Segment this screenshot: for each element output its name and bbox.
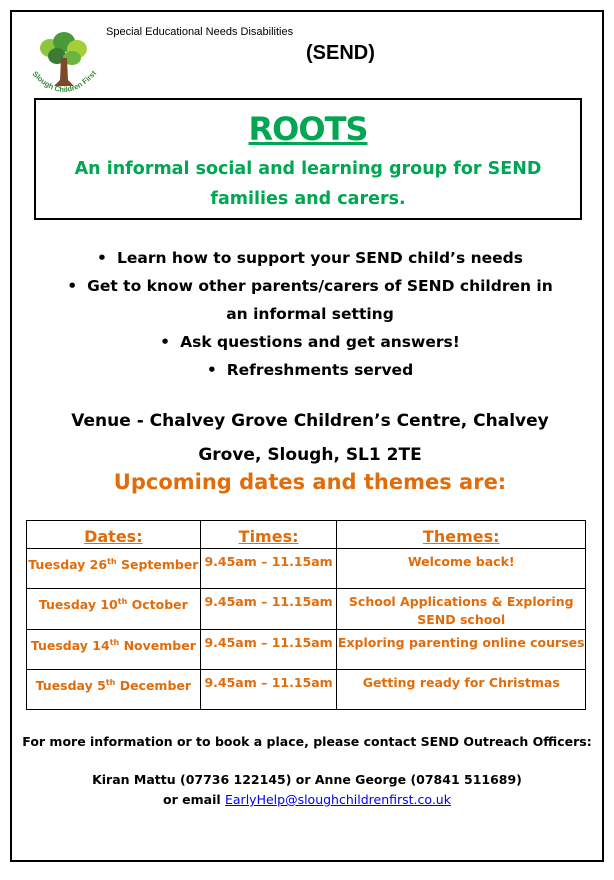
date-cell: Tuesday 10th October <box>27 589 201 630</box>
schedule-table <box>26 520 586 710</box>
upcoming-heading: Upcoming dates and themes are: <box>113 470 507 494</box>
theme-cell: School Applications & Exploring SEND school <box>337 589 586 630</box>
benefit-item: • Refreshments served <box>60 356 560 384</box>
time-cell: 9.45am – 11.15am <box>200 670 337 710</box>
time-cell: 9.45am – 11.15am <box>200 549 337 589</box>
date-cell: Tuesday 26th September <box>27 549 201 589</box>
header-times: Times: <box>200 521 337 549</box>
theme-cell: Welcome back! <box>337 549 586 589</box>
venue-text: Venue - Chalvey Grove Children’s Centre, Chalvey Grove, Slough, SL1 2TE <box>71 411 549 465</box>
benefit-item: • Ask questions and get answers! <box>60 328 560 356</box>
benefits-list <box>60 244 560 384</box>
contact-info-line: For more information or to book a place, please contact SEND Outreach Officers: <box>22 734 592 749</box>
page-subtitle: An informal social and learning group for SEND families and carers. <box>74 159 542 209</box>
page-title: ROOTS <box>248 110 368 148</box>
header-dates: Dates: <box>27 521 201 549</box>
slough-children-first-logo <box>24 28 104 100</box>
time-cell: 9.45am – 11.15am <box>200 589 337 630</box>
email-line <box>20 792 594 807</box>
email-link[interactable]: EarlyHelp@sloughchildrenfirst.co.uk <box>225 792 451 807</box>
title-box <box>34 98 582 220</box>
theme-cell: Exploring parenting online courses <box>337 630 586 670</box>
table-row <box>27 549 586 589</box>
theme-cell: Getting ready for Christmas <box>337 670 586 710</box>
date-cell: Tuesday 5th December <box>27 670 201 710</box>
date-cell: Tuesday 14th November <box>27 630 201 670</box>
table-row <box>27 589 586 630</box>
table-header-row <box>27 521 586 549</box>
benefit-item: • Learn how to support your SEND child’s needs <box>60 244 560 272</box>
email-prefix: or email <box>163 792 225 807</box>
table-row <box>27 670 586 710</box>
header-org-line: Special Educational Needs Disabilities <box>106 26 294 38</box>
header-themes: Themes: <box>337 521 586 549</box>
benefit-item: • Get to know other parents/carers of SEND children in an informal setting <box>60 272 560 328</box>
officers-line: Kiran Mattu (07736 122145) or Anne George (07841 511689) <box>92 772 522 787</box>
table-row <box>27 630 586 670</box>
time-cell: 9.45am – 11.15am <box>200 630 337 670</box>
header-send-label: (SEND) <box>306 42 375 64</box>
logo-text: Slough Children First <box>30 68 99 95</box>
